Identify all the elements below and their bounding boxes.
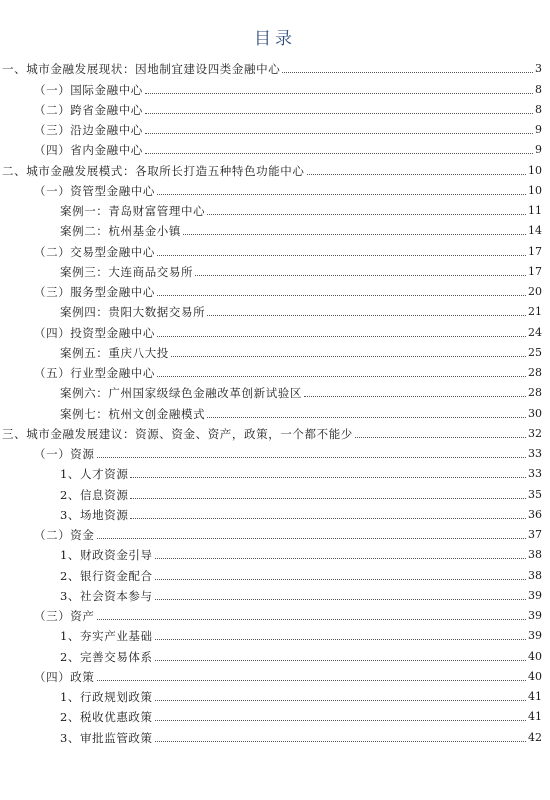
toc-entry[interactable]	[0, 281, 550, 301]
dot-leader	[282, 72, 533, 73]
toc-entry-label: 案例二：杭州基金小镇	[60, 224, 181, 239]
dot-leader	[145, 113, 533, 114]
dot-leader	[155, 720, 526, 721]
toc-entry-page-number: 9	[535, 123, 542, 136]
toc-entry[interactable]	[0, 443, 550, 463]
toc-entry-label: 2、税收优惠政策	[60, 710, 153, 725]
toc-entry-page-number: 25	[528, 345, 542, 359]
toc-entry[interactable]	[0, 402, 550, 422]
toc-entry-label: 案例三：大连商品交易所	[60, 264, 194, 279]
dot-leader	[130, 477, 526, 478]
toc-entry-label: 3、审批监管政策	[60, 730, 153, 745]
dot-leader	[97, 619, 527, 620]
dot-leader	[155, 700, 526, 701]
toc-entry[interactable]	[0, 706, 550, 726]
toc-entry[interactable]	[0, 119, 550, 139]
dot-leader	[207, 315, 526, 316]
toc-entry[interactable]	[0, 666, 550, 686]
dot-leader	[207, 417, 526, 418]
toc-entry-page-number: 17	[528, 264, 542, 278]
toc-entry-page-number: 33	[528, 467, 542, 481]
toc-entry-page-number: 36	[528, 507, 542, 521]
toc-entry-page-number: 24	[528, 325, 542, 339]
toc-entry[interactable]	[0, 463, 550, 483]
toc-entry-label: 3、社会资本参与	[60, 588, 153, 603]
toc-entry-label: （二）跨省金融中心	[34, 102, 143, 117]
toc-entry-label: （三）沿边金融中心	[34, 123, 143, 137]
toc-entry-label: 三、城市金融发展建议：资源、资金、资产，政策，一个都不能少	[2, 426, 353, 441]
toc-entry[interactable]	[0, 321, 550, 341]
toc-entry-page-number: 17	[528, 244, 542, 258]
dot-leader	[304, 396, 526, 397]
dot-leader	[155, 741, 526, 742]
toc-entry-page-number: 41	[528, 690, 542, 703]
toc-entry-page-number: 28	[528, 366, 542, 379]
toc-entry-page-number: 42	[528, 730, 542, 744]
dot-leader	[155, 660, 526, 661]
dot-leader	[97, 538, 527, 539]
toc-entry[interactable]	[0, 58, 550, 78]
toc-entry-page-number: 9	[535, 143, 542, 157]
toc-entry-label: 2、完善交易体系	[60, 649, 153, 664]
toc-entry-page-number: 38	[528, 568, 542, 582]
toc-entry[interactable]	[0, 159, 550, 179]
dot-leader	[157, 295, 526, 296]
toc-entry-page-number: 35	[528, 487, 542, 501]
toc-entry-page-number: 8	[535, 102, 542, 116]
dot-leader	[183, 234, 526, 235]
toc-entry[interactable]	[0, 585, 550, 605]
toc-entry[interactable]	[0, 382, 550, 402]
toc-entry[interactable]	[0, 78, 550, 98]
toc-entry-label: （一）资管型金融中心	[34, 183, 155, 198]
toc-entry[interactable]	[0, 726, 550, 746]
toc-entry-label: （二）资金	[34, 528, 95, 542]
toc-entry[interactable]	[0, 301, 550, 321]
toc-entry[interactable]	[0, 220, 550, 240]
dot-leader	[355, 437, 526, 438]
dot-leader	[157, 194, 526, 195]
toc-entry[interactable]	[0, 625, 550, 645]
toc-entry[interactable]	[0, 504, 550, 524]
toc-entry-label: （一）国际金融中心	[34, 82, 143, 97]
toc-entry-label: （一）资源	[34, 447, 95, 461]
toc-entry[interactable]	[0, 139, 550, 159]
toc-entry-page-number: 32	[528, 426, 542, 440]
toc-entry-label: 1、行政规划政策	[60, 690, 153, 704]
toc-entry-label: （四）投资型金融中心	[34, 325, 155, 340]
page-title: 目录	[254, 29, 296, 49]
dot-leader	[195, 275, 526, 276]
toc-entry-page-number: 39	[528, 609, 542, 622]
toc-entry-label: （三）资产	[34, 609, 95, 623]
toc-entry[interactable]	[0, 180, 550, 200]
toc-entry-page-number: 39	[528, 588, 542, 602]
toc-entry-page-number: 28	[528, 386, 542, 400]
dot-leader	[157, 336, 526, 337]
toc-entry[interactable]	[0, 261, 550, 281]
toc-entry-label: 案例四：贵阳大数据交易所	[60, 305, 206, 320]
dot-leader	[171, 356, 526, 357]
toc-entry-page-number: 14	[528, 224, 542, 238]
toc-entry-page-number: 10	[528, 183, 542, 197]
toc-entry-label: （三）服务型金融中心	[34, 285, 155, 299]
toc-entry[interactable]	[0, 564, 550, 584]
dot-leader	[155, 599, 526, 600]
toc-entry-page-number: 33	[528, 447, 542, 460]
dot-leader	[155, 639, 526, 640]
toc-entry-label: 二、城市金融发展模式：各取所长打造五种特色功能中心	[2, 163, 305, 178]
toc-entry[interactable]	[0, 544, 550, 564]
toc-entry-page-number: 10	[528, 163, 542, 177]
toc-entry-label: 1、人才资源	[60, 467, 129, 482]
toc-entry-label: （五）行业型金融中心	[34, 366, 155, 380]
dot-leader	[157, 255, 526, 256]
toc-entry[interactable]	[0, 605, 550, 625]
dot-leader	[307, 174, 527, 175]
dot-leader	[145, 93, 533, 94]
toc-entry-page-number: 8	[535, 82, 542, 96]
dot-leader	[130, 498, 526, 499]
dot-leader	[207, 214, 526, 215]
toc-entry[interactable]	[0, 645, 550, 665]
dot-leader	[130, 518, 526, 519]
toc-entry-page-number: 41	[528, 710, 542, 724]
toc-entry[interactable]	[0, 362, 550, 382]
toc-entry-page-number: 40	[528, 649, 542, 663]
dot-leader	[97, 680, 527, 681]
toc-entry-label: 2、信息资源	[60, 487, 129, 502]
toc-entry-page-number: 3	[535, 62, 542, 76]
toc-entry-page-number: 21	[528, 305, 542, 319]
toc-entry-label: 2、银行资金配合	[60, 568, 153, 583]
toc-entry-label: 案例五：重庆八大投	[60, 345, 169, 360]
toc-entry[interactable]	[0, 342, 550, 362]
toc-entry-label: 案例一：青岛财富管理中心	[60, 204, 206, 218]
dot-leader	[155, 558, 526, 559]
toc-entry[interactable]	[0, 483, 550, 503]
toc-entry-page-number: 38	[528, 548, 542, 562]
toc-entry-label: 案例七：杭州文创金融模式	[60, 406, 206, 421]
toc-entry[interactable]	[0, 524, 550, 544]
toc-entry[interactable]	[0, 240, 550, 260]
toc-entry-page-number: 30	[528, 406, 542, 420]
toc-entry-label: 3、场地资源	[60, 507, 129, 522]
dot-leader	[145, 153, 533, 154]
toc-entry-page-number: 37	[528, 528, 542, 541]
toc-entry[interactable]	[0, 99, 550, 119]
toc-entry-page-number: 39	[528, 629, 542, 643]
toc-entry-label: 1、财政资金引导	[60, 548, 153, 563]
toc-entry[interactable]	[0, 423, 550, 443]
toc-entry[interactable]	[0, 686, 550, 706]
dot-leader	[97, 457, 527, 458]
table-of-contents	[0, 58, 550, 747]
toc-entry-label: 一、城市金融发展现状：因地制宜建设四类金融中心	[2, 62, 281, 77]
toc-entry-label: （四）政策	[34, 669, 95, 684]
toc-entry-label: 1、夯实产业基础	[60, 629, 153, 644]
toc-entry-page-number: 11	[528, 204, 542, 217]
toc-entry-page-number: 20	[528, 285, 542, 298]
dot-leader	[145, 133, 533, 134]
toc-entry[interactable]	[0, 200, 550, 220]
dot-leader	[155, 579, 526, 580]
toc-entry-page-number: 40	[528, 669, 542, 683]
dot-leader	[157, 376, 526, 377]
toc-entry-label: 案例六：广州国家级绿色金融改革创新试验区	[60, 386, 302, 401]
toc-entry-label: （二）交易型金融中心	[34, 244, 155, 259]
toc-entry-label: （四）省内金融中心	[34, 143, 143, 158]
